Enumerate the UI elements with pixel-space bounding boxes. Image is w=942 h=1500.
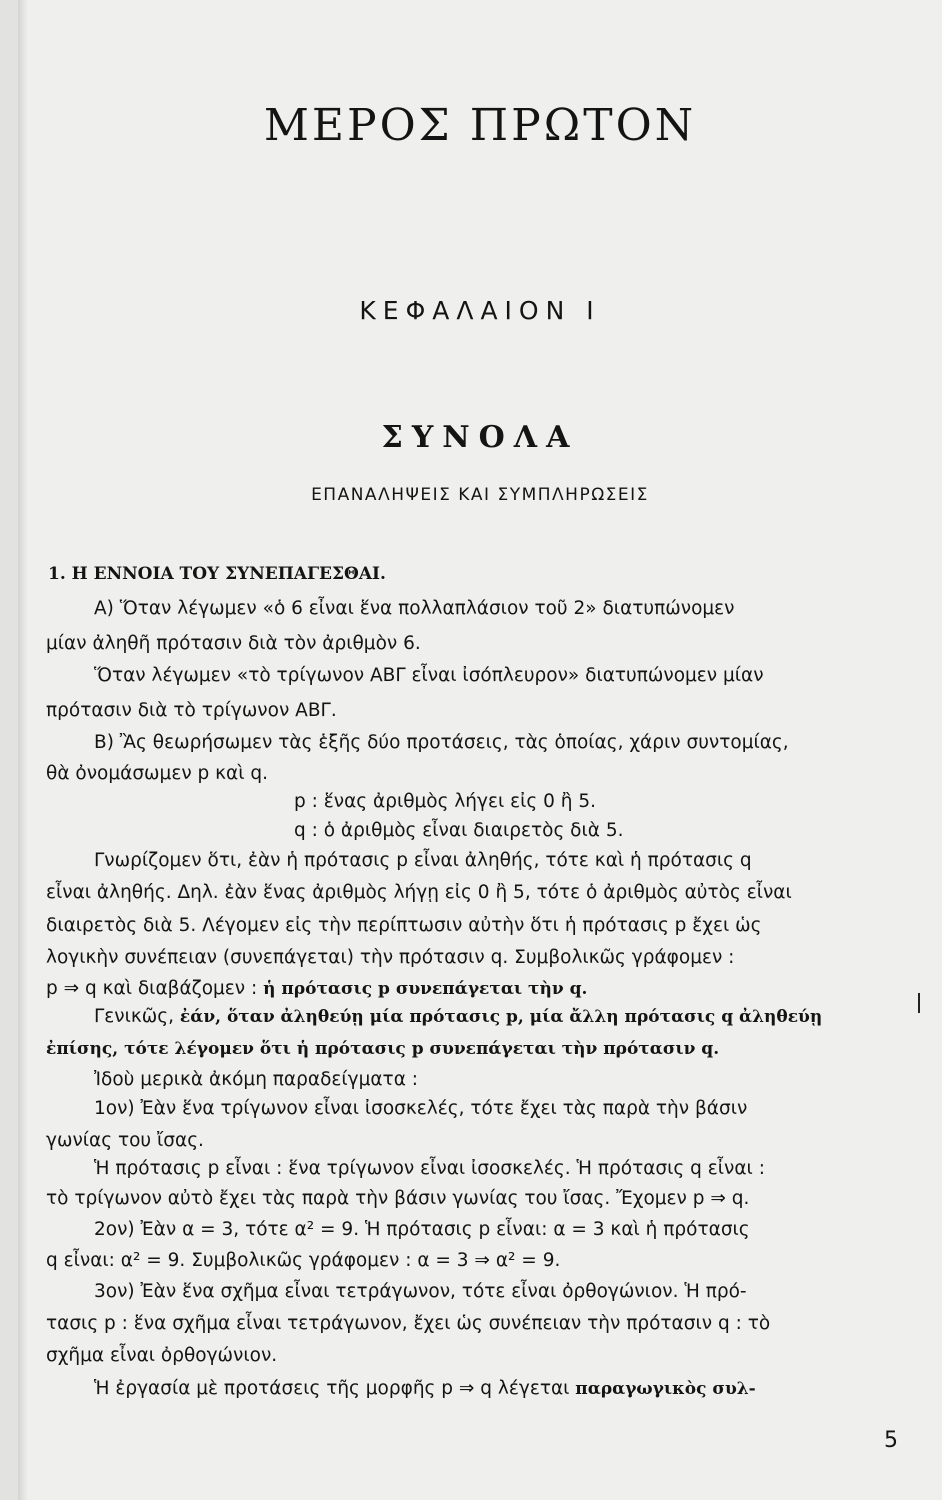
spine-shadow (18, 0, 28, 1500)
section-title: ΣΥΝΟΛΑ (381, 420, 579, 455)
line-text: διαιρετὸς διὰ 5. Λέγομεν εἰς τὴν περίπτωσιν αὐτὴν ὅτι ἡ πρότασις p ἔχει ὡς (46, 915, 762, 936)
line-text: σχῆμα εἶναι ὀρθογώνιον. (46, 1345, 278, 1366)
line-text: λογικὴν συνέπειαν (συνεπάγεται) τὴν πρότασιν q. Συμβολικῶς γράφομεν : (46, 947, 735, 968)
line-text: Γενικῶς, (94, 1006, 180, 1027)
bold-text: ἐάν, ὅταν ἀληθεύῃ μία πρότασις p, μία ἄλλη πρότασις q ἀληθεύῃ (179, 1007, 823, 1027)
page-number: 5 (884, 1428, 898, 1453)
part-title: ΜΕΡΟΣ ΠΡΩΤΟΝ (263, 100, 697, 151)
line-text: μίαν ἀληθῆ πρότασιν διὰ τὸν ἀριθμὸν 6. (46, 633, 421, 654)
line-text: q εἶναι: α² = 9. Συμβολικῶς γράφομεν : α = 3 ⇒ α² = 9. (46, 1250, 561, 1271)
bold-text: ἡ πρότασις p συνεπάγεται τὴν q. (263, 979, 588, 999)
line-text: Ἡ πρότασις p εἶναι : ἕνα τρίγωνον εἶναι ἰσοσκελές. Ἡ πρότασις q εἶναι : (94, 1158, 765, 1179)
line-text: p : ἕνας ἀριθμὸς λήγει εἰς 0 ἢ 5. (294, 791, 597, 812)
line-text: 1ον) Ἐὰν ἕνα τρίγωνον εἶναι ἰσοσκελές, τότε ἔχει τὰς παρὰ τὴν βάσιν (94, 1098, 748, 1119)
section-subtitle: ΕΠΑΝΑΛΗΨΕΙΣ ΚΑΙ ΣΥΜΠΛΗΡΩΣΕΙΣ (311, 485, 649, 505)
bold-text: ἐπίσης, τότε λέγομεν ὅτι ἡ πρότασις p συνεπάγεται τὴν πρότασιν q. (46, 1039, 720, 1059)
line-text: Ἰδοὺ μερικὰ ἀκόμη παραδείγματα : (94, 1069, 419, 1090)
line-text: Γνωρίζομεν ὅτι, ἐὰν ἡ πρότασις p εἶναι ἀληθής, τότε καὶ ἡ πρότασις q (94, 850, 752, 871)
line-text: τασις p : ἕνα σχῆμα εἶναι τετράγωνον, ἔχει ὡς συνέπειαν τὴν πρότασιν q : τὸ (46, 1313, 771, 1334)
line-text: q : ὁ ἀριθμὸς εἶναι διαιρετὸς διὰ 5. (294, 820, 624, 841)
line-text: πρότασιν διὰ τὸ τρίγωνον ΑΒΓ. (46, 700, 337, 721)
line-text: Α) Ὅταν λέγωμεν «ὁ 6 εἶναι ἕνα πολλαπλάσιον τοῦ 2» διατυπώνομεν (94, 598, 735, 619)
line-text: 3ον) Ἐὰν ἕνα σχῆμα εἶναι τετράγωνον, τότε εἶναι ὀρθογώνιον. Ἡ πρό- (94, 1281, 747, 1302)
line-text: τὸ τρίγωνον αὐτὸ ἔχει τὰς παρὰ τὴν βάσιν γωνίας του ἴσας. Ἔχομεν p ⇒ q. (46, 1188, 750, 1209)
bold-text: παραγωγικὸς συλ- (575, 1379, 756, 1399)
chapter-title: ΚΕΦΑΛΑΙΟΝ Ι (359, 296, 601, 325)
line-text: θὰ ὀνομάσωμεν p καὶ q. (46, 763, 269, 784)
line-text: Ἡ ἐργασία μὲ προτάσεις τῆς μορφῆς p ⇒ q λέγεται (94, 1378, 576, 1399)
line-text: 2ον) Ἐὰν α = 3, τότε α² = 9. Ἡ πρότασις p εἶναι: α = 3 καὶ ἡ πρότασις (94, 1219, 750, 1240)
line-text: Ὅταν λέγωμεν «τὸ τρίγωνον ΑΒΓ εἶναι ἰσόπλευρον» διατυπώνομεν μίαν (94, 665, 764, 686)
subsection-heading: 1. Η ΕΝΝΟΙΑ ΤΟΥ ΣΥΝΕΠΑΓΕΣΘΑΙ. (48, 564, 386, 584)
line-text: γωνίας του ἴσας. (46, 1130, 204, 1151)
line-text: Β) Ἂς θεωρήσωμεν τὰς ἑξῆς δύο προτάσεις, τὰς ὁποίας, χάριν συντομίας, (94, 732, 789, 753)
line-text: p ⇒ q καὶ διαβάζομεν : (46, 978, 264, 999)
margin-mark (918, 993, 920, 1013)
line-text: εἶναι ἀληθής. Δηλ. ἐὰν ἕνας ἀριθμὸς λήγῃ εἰς 0 ἢ 5, τότε ὁ ἀριθμὸς αὐτὸς εἶναι (46, 882, 792, 903)
